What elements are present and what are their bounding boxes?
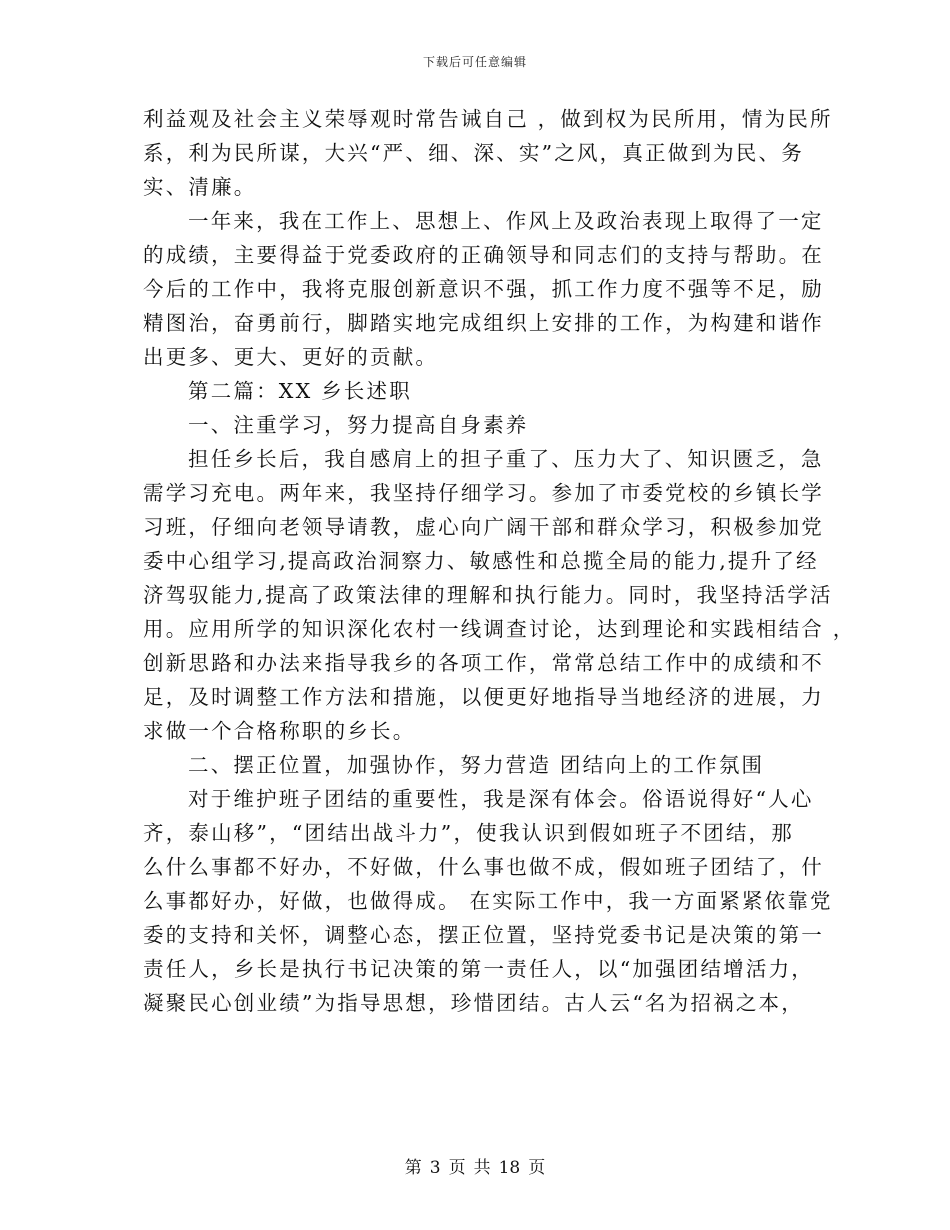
- body-line: 需学习充电。两年来，我坚持仔细学习。参加了市委党校的乡镇长学: [143, 481, 824, 505]
- body-line: 实、清廉。: [143, 175, 257, 199]
- page-number: 3: [429, 1158, 441, 1178]
- page-unit: 页: [448, 1158, 466, 1178]
- body-line: 责任人，乡长是执行书记决策的第一责任人，以“加强团结增活力，: [143, 957, 814, 981]
- total-label: 共: [473, 1158, 491, 1178]
- paragraph-first-line: 一年来，我在工作上、思想上、作风上及政治表现上取得了一定: [188, 209, 824, 233]
- section-title: 第二篇：XX 乡长述职: [188, 379, 412, 403]
- total-pages: 18: [498, 1158, 521, 1178]
- body-line: 今后的工作中，我将克服创新意识不强，抓工作力度不强等不足，励: [143, 277, 824, 301]
- body-line: 利益观及社会主义荣辱观时常告诫自己 ，做到权为民所用，情为民所: [143, 107, 833, 131]
- body-line: 精图治，奋勇前行，脚踏实地完成组织上安排的工作，为构建和谐作: [143, 311, 824, 335]
- body-line: 济驾驭能力,提高了政策法律的理解和执行能力。同时，我坚持活学活: [143, 583, 833, 607]
- paragraph-first-line: 担任乡长后，我自感肩上的担子重了、压力大了、知识匮乏，急: [188, 447, 824, 471]
- body-line: 足，及时调整工作方法和措施，以便更好地指导当地经济的进展，力: [143, 685, 824, 709]
- body-line: 委中心组学习,提高政治洞察力、敏感性和总揽全局的能力,提升了经: [143, 549, 819, 573]
- body-line: 出更多、更大、更好的贡献。: [143, 345, 439, 369]
- body-line: 创新思路和办法来指导我乡的各项工作，常常总结工作中的成绩和不: [143, 651, 824, 675]
- body-line: 么事都好办，好做，也做得成。 在实际工作中，我一方面紧紧依靠党: [143, 889, 833, 913]
- body-line: 么什么事都不好办，不好做，什么事也做不成，假如班子团结了，什: [143, 855, 824, 879]
- body-line: 齐，泰山移”，“团结出战斗力”，使我认识到假如班子不团结，那: [143, 821, 794, 845]
- body-line: 用。应用所学的知识深化农村一线调查讨论，达到理论和实践相结合 ，: [143, 617, 856, 641]
- document-body: [143, 102, 856, 1020]
- body-line: 的成绩，主要得益于党委政府的正确领导和同志们的支持与帮助。在: [143, 243, 824, 267]
- paragraph-first-line: 对于维护班子团结的重要性，我是深有体会。俗语说得好“人心: [188, 787, 814, 811]
- body-line: 凝聚民心创业绩”为指导思想，珍惜团结。古人云“名为招祸之本，: [143, 991, 804, 1015]
- body-line: 系，利为民所谋，大兴“严、细、深、实”之风，真正做到为民、务: [143, 141, 804, 165]
- subsection-heading: 二、摆正位置，加强协作，努力营造 团结向上的工作氛围: [188, 753, 765, 777]
- total-unit: 页: [528, 1158, 546, 1178]
- page-label: 第: [404, 1158, 422, 1178]
- subsection-heading: 一、注重学习，努力提高自身素养: [188, 413, 529, 437]
- body-line: 委的支持和关怀，调整心态，摆正位置，坚持党委书记是决策的第一: [143, 923, 824, 947]
- body-line: 习班，仔细向老领导请教，虚心向广阔干部和群众学习，积极参加党: [143, 515, 824, 539]
- body-line: 求做一个合格称职的乡长。: [143, 719, 416, 743]
- page-footer: [0, 1153, 950, 1178]
- page-header: 下载后可任意编辑: [422, 55, 527, 69]
